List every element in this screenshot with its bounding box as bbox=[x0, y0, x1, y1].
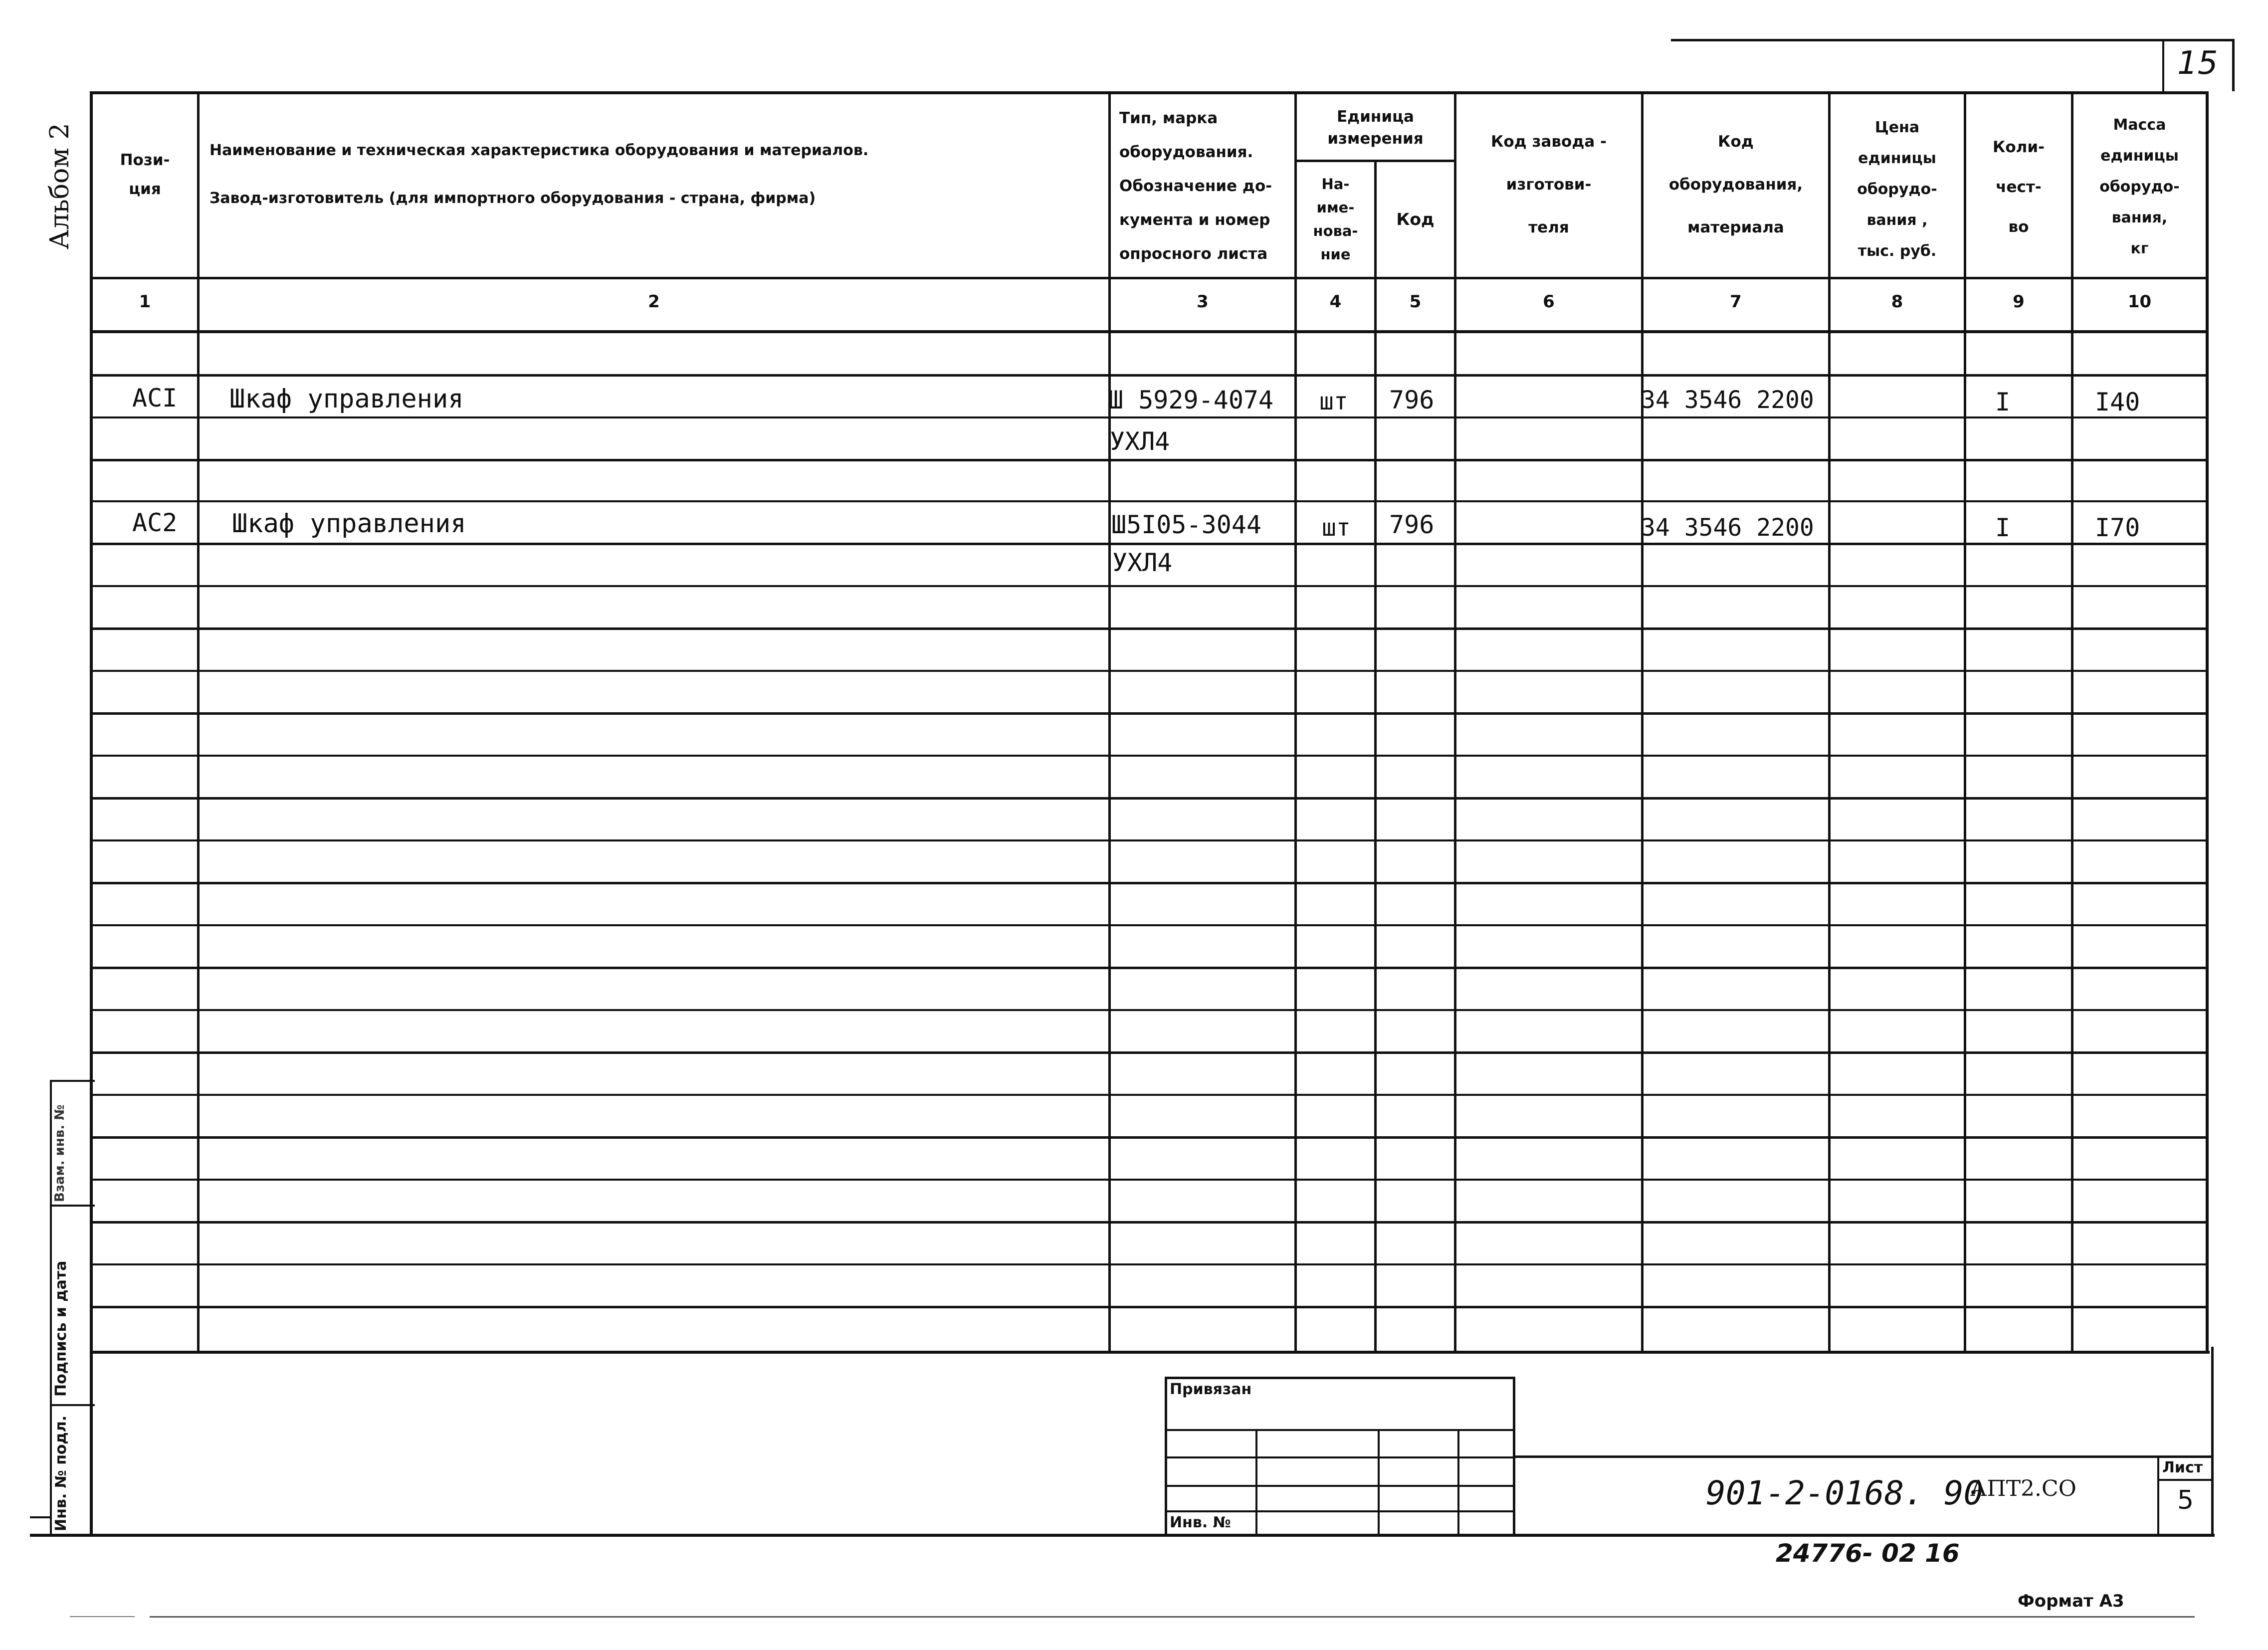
doc-code-top bbox=[1513, 1455, 2214, 1458]
colnum-3: 3 bbox=[1197, 292, 1209, 312]
frame-right-line bbox=[2211, 1347, 2214, 1536]
album-label: Альбом 2 bbox=[45, 123, 75, 249]
page-number-box-left bbox=[2162, 39, 2164, 91]
sheet-box-left bbox=[2157, 1455, 2159, 1535]
sidebar-divider-2 bbox=[50, 1404, 95, 1406]
row-quantity: I bbox=[1995, 388, 2011, 416]
table-row-line bbox=[90, 839, 2207, 841]
colnum-2: 2 bbox=[648, 292, 660, 312]
table-row-line bbox=[90, 797, 2207, 800]
colnum-5: 5 bbox=[1409, 292, 1422, 312]
frame-top-line-right bbox=[2162, 39, 2235, 41]
colnum-4: 4 bbox=[1329, 292, 1342, 312]
table-row-line bbox=[90, 882, 2207, 884]
frame-top-line bbox=[1671, 39, 2235, 41]
privyazan-label: Привязан bbox=[1170, 1381, 1252, 1398]
table-row-line bbox=[90, 585, 2207, 587]
table-row-line bbox=[90, 1221, 2207, 1224]
table-row-line bbox=[90, 1051, 2207, 1054]
header-unit-code: Код bbox=[1396, 209, 1435, 229]
sheet-box-divider bbox=[2157, 1479, 2212, 1481]
header-type: Тип, марка оборудования. Обозначение до- кумента и номер опросного листа bbox=[1119, 109, 1272, 263]
table-row-line bbox=[90, 1094, 2207, 1096]
privyazan-col-2 bbox=[1378, 1429, 1380, 1536]
row-material-code: 34 3546 2200 bbox=[1641, 386, 1814, 414]
row-type-climate: УХЛ4 bbox=[1110, 427, 1170, 456]
inv-podl-label: Инв. № подл. bbox=[52, 1415, 70, 1531]
row-name: Шкаф управления bbox=[229, 384, 464, 414]
header-name: Наименование и техническая характеристика оборудования и материалов. Завод-изготовитель (для импортного оборудования - страна, фирма) bbox=[209, 142, 869, 207]
handwritten-page-number: 15 bbox=[2177, 45, 2218, 82]
col-line-7 bbox=[1828, 91, 1831, 1353]
frame-bottom-line bbox=[30, 1534, 2215, 1537]
sidebar-box-top bbox=[50, 1080, 95, 1082]
header-unit-name: На- име- нова- ние bbox=[1313, 176, 1358, 263]
archive-number: 24776- 02 16 bbox=[1776, 1539, 1960, 1568]
table-row-line bbox=[90, 1306, 2207, 1308]
podpis-data-label: Подпись и дата bbox=[52, 1260, 70, 1397]
sheet-number: 5 bbox=[2177, 1485, 2194, 1515]
page-bottom-line-left bbox=[70, 1616, 135, 1617]
row-position: АС2 bbox=[132, 508, 178, 537]
format-label: Формат А3 bbox=[2018, 1591, 2124, 1611]
table-row-line bbox=[90, 459, 2207, 461]
header-price: Цена единицы оборудо- вания , тыс. руб. bbox=[1857, 119, 1937, 260]
header-mass: Масса единицы оборудо- вания, кг bbox=[2099, 116, 2180, 257]
table-row-line bbox=[90, 543, 2207, 545]
table-row-line bbox=[90, 1263, 2207, 1265]
table-row-line bbox=[90, 1179, 2207, 1181]
table-bottom-line bbox=[90, 1351, 2210, 1354]
document-code: 901-2-0168. 90 bbox=[1706, 1474, 1984, 1512]
row-mass: I40 bbox=[2095, 388, 2140, 416]
row-type: Ш5I05-3044 bbox=[1111, 510, 1262, 539]
row-type: Ш 5929-4074 bbox=[1108, 386, 1274, 414]
col-line-10 bbox=[2206, 91, 2209, 1353]
row-type-climate: УХЛ4 bbox=[1112, 548, 1173, 577]
table-row-line bbox=[90, 1009, 2207, 1011]
col-line-2 bbox=[1108, 91, 1111, 1353]
header-position: Пози- ция bbox=[120, 151, 170, 198]
header-factory-code: Код завода - изготови- теля bbox=[1491, 133, 1607, 236]
colnum-9: 9 bbox=[2013, 292, 2025, 312]
col-line-4 bbox=[1374, 160, 1377, 1353]
privyazan-left bbox=[1165, 1377, 1167, 1536]
col-line-6 bbox=[1641, 91, 1644, 1353]
privyazan-col-3 bbox=[1457, 1429, 1459, 1536]
header-material-code: Код оборудования, материала bbox=[1668, 133, 1803, 236]
row-quantity: I bbox=[1995, 513, 2011, 542]
header-bottom-line bbox=[90, 277, 2207, 279]
privyazan-line-1 bbox=[1165, 1429, 1514, 1431]
table-row-line bbox=[90, 416, 2207, 418]
row-material-code: 34 3546 2200 bbox=[1641, 514, 1814, 542]
page-bottom-line bbox=[150, 1616, 2195, 1618]
table-row-line bbox=[90, 1136, 2207, 1139]
row-name: Шкаф управления bbox=[232, 509, 466, 539]
privyazan-col-1 bbox=[1255, 1429, 1257, 1536]
table-row-line bbox=[90, 500, 2207, 502]
vzam-inv-label: Взам. инв. № bbox=[52, 1104, 67, 1202]
col-line-8 bbox=[1964, 91, 1966, 1353]
row-mass: I70 bbox=[2095, 513, 2140, 542]
sidebar-tick bbox=[30, 1516, 50, 1518]
col-line-3 bbox=[1294, 91, 1297, 1353]
colnum-6: 6 bbox=[1543, 292, 1555, 312]
colnum-7: 7 bbox=[1730, 292, 1742, 312]
sheet-label: Лист bbox=[2162, 1459, 2203, 1476]
table-row-line bbox=[90, 924, 2207, 926]
row-unit: шт bbox=[1322, 514, 1351, 542]
row-unit-code: 796 bbox=[1389, 386, 1435, 414]
document-suffix: АПТ2.СО bbox=[1970, 1476, 2076, 1501]
table-row-line bbox=[90, 967, 2207, 969]
table-row-line bbox=[90, 374, 2207, 377]
privyazan-line-4 bbox=[1165, 1510, 1514, 1512]
table-row-line bbox=[90, 712, 2207, 715]
privyazan-line-2 bbox=[1165, 1456, 1514, 1458]
privyazan-top bbox=[1165, 1377, 1514, 1379]
table-row-line bbox=[90, 627, 2207, 630]
col-line-9 bbox=[2071, 91, 2073, 1353]
row-position: АСI bbox=[132, 384, 178, 412]
table-row-line bbox=[90, 755, 2207, 757]
table-row-line bbox=[90, 670, 2207, 672]
header-quantity: Коли- чест- во bbox=[1993, 138, 2045, 236]
frame-right-top bbox=[2232, 39, 2235, 91]
table-top-line bbox=[90, 91, 2207, 94]
sidebar-box-left bbox=[50, 1080, 52, 1536]
inv-no-label: Инв. № bbox=[1170, 1514, 1231, 1531]
column-number-bottom-line bbox=[90, 330, 2207, 333]
colnum-10: 10 bbox=[2127, 292, 2152, 312]
row-unit-code: 796 bbox=[1389, 510, 1435, 539]
row-unit: шт bbox=[1319, 388, 1348, 415]
col-line-1 bbox=[197, 91, 200, 1353]
header-unit-group: Единица измерения bbox=[1327, 108, 1424, 148]
sidebar-divider-1 bbox=[50, 1205, 95, 1207]
colnum-1: 1 bbox=[139, 292, 151, 312]
colnum-8: 8 bbox=[1891, 292, 1903, 312]
col-line-5 bbox=[1454, 91, 1456, 1353]
privyazan-line-3 bbox=[1165, 1485, 1514, 1487]
